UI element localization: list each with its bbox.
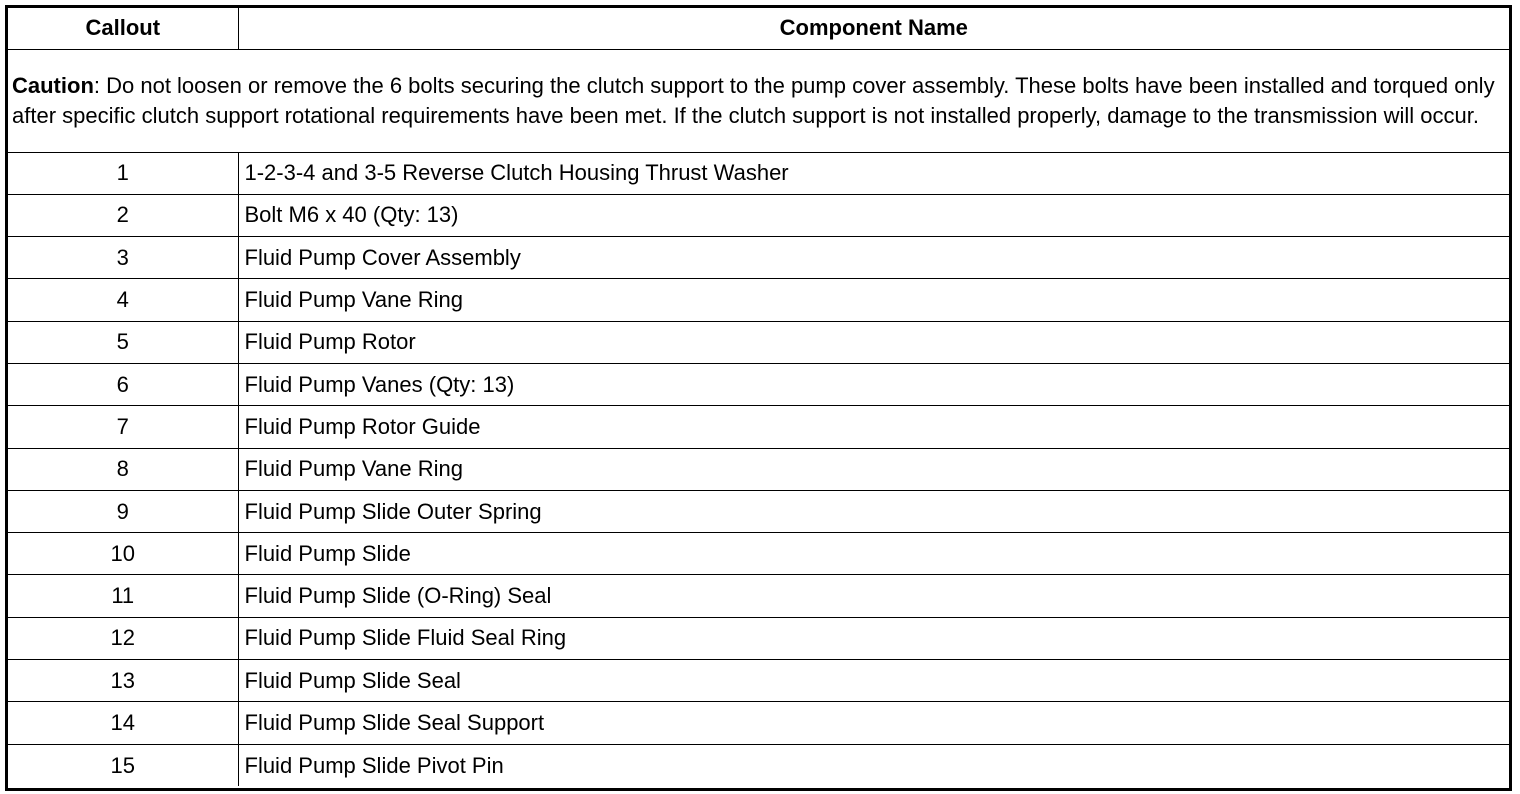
header-row [8, 8, 1509, 49]
table-row [8, 194, 1509, 236]
table-row [8, 660, 1509, 702]
callout-cell: 2 [8, 194, 238, 236]
component-name-cell: Fluid Pump Slide Fluid Seal Ring [238, 617, 1509, 659]
callout-cell: 3 [8, 237, 238, 279]
component-name-cell: Fluid Pump Rotor Guide [238, 406, 1509, 448]
component-name-cell: Fluid Pump Slide (O-Ring) Seal [238, 575, 1509, 617]
table-row [8, 617, 1509, 659]
table-row [8, 702, 1509, 744]
component-name-cell: Fluid Pump Slide Outer Spring [238, 490, 1509, 532]
caution-label: Caution [12, 73, 94, 98]
callout-cell: 10 [8, 533, 238, 575]
callout-cell: 6 [8, 363, 238, 405]
table-row [8, 321, 1509, 363]
callout-cell: 7 [8, 406, 238, 448]
component-name-cell: Fluid Pump Slide Pivot Pin [238, 744, 1509, 786]
component-name-cell: Fluid Pump Vanes (Qty: 13) [238, 363, 1509, 405]
component-name-cell: Fluid Pump Slide Seal [238, 660, 1509, 702]
callout-cell: 13 [8, 660, 238, 702]
caution-note [8, 49, 1509, 152]
table-row [8, 406, 1509, 448]
component-name-cell: Fluid Pump Rotor [238, 321, 1509, 363]
component-table-frame [5, 5, 1512, 791]
caution-text: : Do not loosen or remove the 6 bolts securing the clutch support to the pump cover assembly. These bolts have been installed and torqued only after specific clutch support rotational requirements have been met. If the clutch support is not installed properly, damage to the transmission will occur. [12, 73, 1495, 128]
component-name-cell: Fluid Pump Vane Ring [238, 448, 1509, 490]
table-row [8, 448, 1509, 490]
component-table [8, 8, 1509, 786]
table-row [8, 152, 1509, 194]
table-row [8, 575, 1509, 617]
table-row [8, 744, 1509, 786]
table-row [8, 279, 1509, 321]
component-name-cell: Fluid Pump Vane Ring [238, 279, 1509, 321]
table-row [8, 237, 1509, 279]
callout-cell: 4 [8, 279, 238, 321]
callout-cell: 11 [8, 575, 238, 617]
component-name-cell: Fluid Pump Slide [238, 533, 1509, 575]
callout-cell: 15 [8, 744, 238, 786]
component-name-cell: 1-2-3-4 and 3-5 Reverse Clutch Housing Thrust Washer [238, 152, 1509, 194]
component-name-cell: Bolt M6 x 40 (Qty: 13) [238, 194, 1509, 236]
callout-header: Callout [8, 8, 238, 49]
table-body [8, 49, 1509, 786]
caution-row [8, 49, 1509, 152]
callout-cell: 5 [8, 321, 238, 363]
callout-cell: 9 [8, 490, 238, 532]
callout-cell: 8 [8, 448, 238, 490]
component-name-cell: Fluid Pump Slide Seal Support [238, 702, 1509, 744]
component-name-header: Component Name [238, 8, 1509, 49]
table-row [8, 363, 1509, 405]
table-row [8, 490, 1509, 532]
callout-cell: 1 [8, 152, 238, 194]
callout-cell: 14 [8, 702, 238, 744]
callout-cell: 12 [8, 617, 238, 659]
table-row [8, 533, 1509, 575]
component-name-cell: Fluid Pump Cover Assembly [238, 237, 1509, 279]
